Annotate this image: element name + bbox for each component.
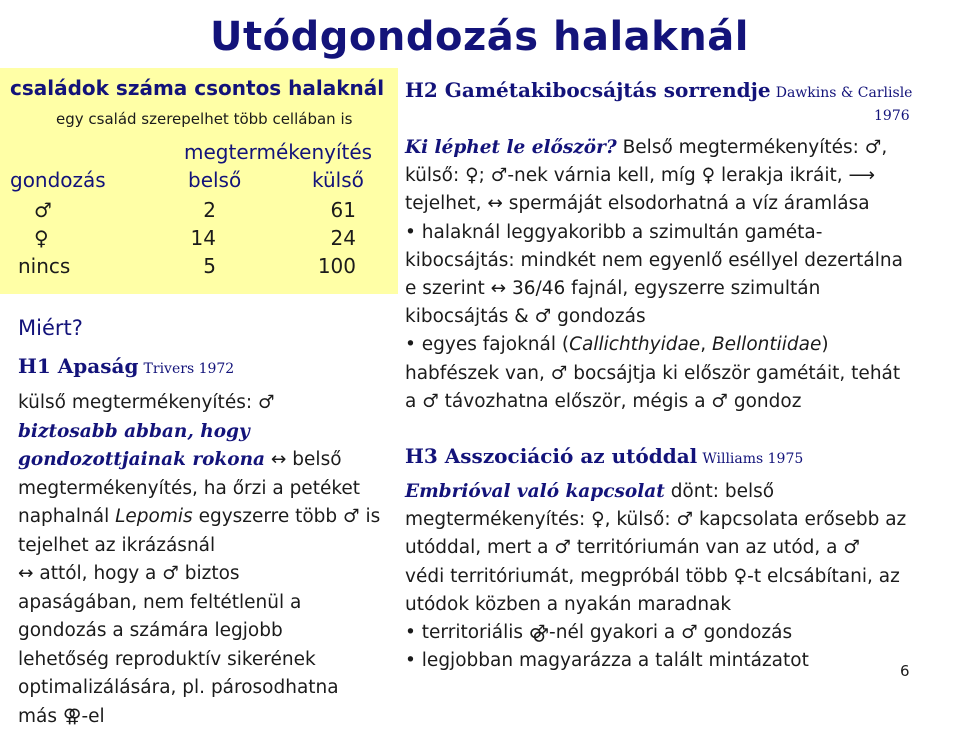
text-line bbox=[405, 331, 945, 359]
text-line bbox=[405, 478, 945, 506]
h1-title: H1 Apaság bbox=[18, 354, 138, 378]
text: Belső megtermékenyítés: ♂, bbox=[623, 137, 888, 158]
h2-title: H2 Gamétakibocsájtás sorrendje bbox=[405, 78, 771, 102]
row-value: 61 bbox=[300, 198, 356, 222]
text-line bbox=[405, 134, 945, 162]
text: dönt: belső bbox=[671, 481, 774, 502]
text-line: védi territóriumát, megpróbál több ♀-t elcsábítani, az bbox=[405, 563, 945, 591]
text-line: • legjobban magyarázza a talált mintázatot bbox=[405, 647, 945, 675]
text-line: megtermékenyítés: ♀, külső: ♂ kapcsolata erősebb az bbox=[405, 506, 945, 534]
col-header-external: külső bbox=[312, 168, 364, 192]
emphasis: gondozottjainak rokona bbox=[18, 449, 265, 470]
text-line: e szerint ↔ 36/46 fajnál, egyszerre szimultán bbox=[405, 275, 945, 303]
text-line bbox=[18, 446, 380, 475]
row-value: 5 bbox=[160, 254, 216, 278]
text: egyszerre több ♂ is bbox=[199, 506, 381, 527]
h1-reference: Trivers 1972 bbox=[144, 361, 235, 377]
text-line bbox=[18, 503, 380, 532]
text-line: külső: ♀; ♂-nek várnia kell, míg ♀ lerakja ikráit, ⟶ bbox=[405, 162, 945, 190]
text: naphalnál bbox=[18, 506, 109, 527]
text: ↔ belső bbox=[271, 449, 342, 470]
row-label: ♂ bbox=[34, 198, 52, 222]
text-line: utódok közben a nyakán maradnak bbox=[405, 591, 945, 619]
h2-year: 1976 bbox=[874, 108, 910, 124]
text: • egyes fajoknál ( bbox=[405, 334, 569, 355]
text-line: apaságában, nem feltétlenül a bbox=[18, 589, 380, 618]
text-line: kibocsájtás: mindkét nem egyenlő eséllyel dezertálna bbox=[405, 247, 945, 275]
column-group-header: megtermékenyítés bbox=[184, 140, 372, 164]
emphasis: Embrióval való kapcsolat bbox=[405, 481, 665, 502]
text-line: optimalizálására, pl. párosodhatna bbox=[18, 674, 380, 703]
row-label: nincs bbox=[18, 254, 70, 278]
h2-heading bbox=[405, 78, 945, 102]
row-value: 24 bbox=[300, 226, 356, 250]
emphasis: Ki léphet le először? bbox=[405, 137, 617, 158]
why-heading: Miért? bbox=[18, 316, 83, 340]
h1-heading bbox=[18, 354, 234, 378]
h1-body bbox=[18, 389, 380, 731]
text-line: más ⚢-el bbox=[18, 703, 380, 731]
text-line: utóddal, mert a ♂ territóriumán van az utód, a ♂ bbox=[405, 534, 945, 562]
h3-body bbox=[405, 478, 945, 675]
text-line: ↔ attól, hogy a ♂ biztos bbox=[18, 560, 380, 589]
species-name: Lepomis bbox=[115, 506, 193, 527]
text-line: kibocsájtás & ♂ gondozás bbox=[405, 303, 945, 331]
text-line: tejelhet, ↔ spermáját elsodorhatná a víz áramlása bbox=[405, 190, 945, 218]
text-line-emphasis: biztosabb abban, hogy bbox=[18, 418, 380, 447]
row-value: 14 bbox=[160, 226, 216, 250]
box-heading: családok száma csontos halaknál bbox=[10, 76, 384, 100]
text-line: megtermékenyítés, ha őrzi a petéket bbox=[18, 475, 380, 504]
family-name: Bellontiidae bbox=[712, 334, 821, 355]
h2-reference: Dawkins & Carlisle bbox=[776, 85, 913, 101]
h3-reference: Williams 1975 bbox=[702, 451, 803, 467]
page-number: 6 bbox=[900, 662, 910, 680]
h2-body bbox=[405, 134, 945, 416]
slide-title: Utódgondozás halaknál bbox=[0, 14, 959, 60]
text-line: • halaknál leggyakoribb a szimultán gaméta- bbox=[405, 219, 945, 247]
text-line: lehetőség reproduktív sikerének bbox=[18, 646, 380, 675]
text-line: külső megtermékenyítés: ♂ bbox=[18, 389, 380, 418]
col-header-care: gondozás bbox=[10, 168, 106, 192]
box-subheading: egy család szerepelhet több cellában is bbox=[56, 110, 352, 128]
text-line: habfészek van, ♂ bocsájtja ki először gamétáit, tehát bbox=[405, 360, 945, 388]
row-value: 100 bbox=[300, 254, 356, 278]
text-line: gondozás a számára legjobb bbox=[18, 617, 380, 646]
row-value: 2 bbox=[160, 198, 216, 222]
col-header-internal: belső bbox=[188, 168, 241, 192]
text-line: a ♂ távozhatna először, mégis a ♂ gondoz bbox=[405, 388, 945, 416]
h3-heading bbox=[405, 444, 945, 468]
row-label: ♀ bbox=[34, 226, 49, 250]
text: , bbox=[700, 334, 712, 355]
text: ) bbox=[821, 334, 828, 355]
text-line: tejelhet az ikrázásnál bbox=[18, 532, 380, 561]
h3-title: H3 Asszociáció az utóddal bbox=[405, 444, 697, 468]
text-line: • territoriális ⚣-nél gyakori a ♂ gondozás bbox=[405, 619, 945, 647]
family-name: Callichthyidae bbox=[569, 334, 700, 355]
